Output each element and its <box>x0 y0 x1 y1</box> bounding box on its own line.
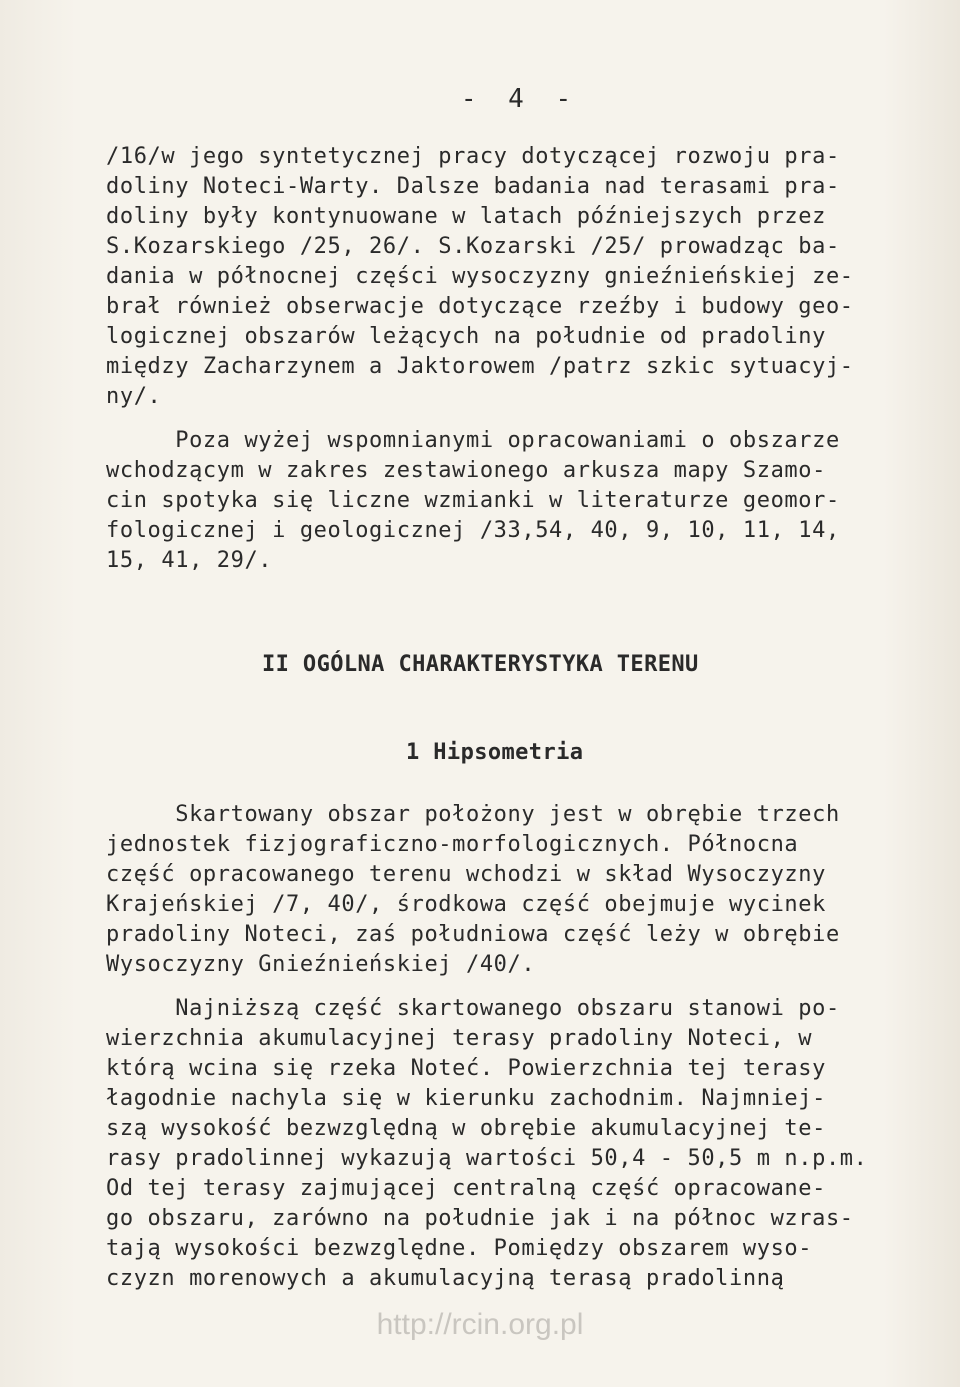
paragraph-1-line: dania w północnej części wysoczyzny gnieźnieńskiej ze- <box>106 264 854 289</box>
paragraph-4-line: Od tej terasy zajmującej centralną część opracowane- <box>106 1176 826 1201</box>
paragraph-1-line: między Zacharzynem a Jaktorowem /patrz szkic sytuacyj- <box>106 354 854 379</box>
paragraph-1-line: brał również obserwacje dotyczące rzeźby i budowy geo- <box>106 294 854 319</box>
paragraph-1-line: /16/w jego syntetycznej pracy dotyczącej rozwoju pra- <box>106 144 840 169</box>
subsection-heading: 1 Hipsometria <box>406 740 584 765</box>
paragraph-2-line: wchodzącym w zakres zestawionego arkusza mapy Szamo- <box>106 458 826 483</box>
paragraph-4-line: go obszaru, zarówno na południe jak i na północ wzras- <box>106 1206 854 1231</box>
watermark: http://rcin.org.pl <box>376 1308 584 1341</box>
paragraph-4-line: wierzchnia akumulacyjnej terasy pradoliny Noteci, w <box>106 1026 813 1051</box>
paragraph-4-line: szą wysokość bezwzględną w obrębie akumulacyjnej te- <box>106 1116 826 1141</box>
paragraph-1-line: S.Kozarskiego /25, 26/. S.Kozarski /25/ prowadząc ba- <box>106 234 840 259</box>
paragraph-2-line: Poza wyżej wspomnianymi opracowaniami o obszarze <box>106 428 840 453</box>
paragraph-3-line: jednostek fizjograficzno-morfologicznych. Północna <box>106 832 799 857</box>
paragraph-3-line: pradoliny Noteci, zaś południowa część leży w obrębie <box>106 922 840 947</box>
section-heading: II OGÓLNA CHARAKTERYSTYKA TERENU <box>262 652 699 677</box>
paragraph-3-line: Skartowany obszar położony jest w obrębie trzech <box>106 802 840 827</box>
paragraph-2-line: 15, 41, 29/. <box>106 548 273 573</box>
page-number: - 4 - <box>460 84 580 114</box>
paragraph-3-line: Krajeńskiej /7, 40/, środkowa część obejmuje wycinek <box>106 892 826 917</box>
paragraph-4-line: tają wysokości bezwzględne. Pomiędzy obszarem wyso- <box>106 1236 813 1261</box>
paragraph-4-line: którą wcina się rzeka Noteć. Powierzchnia tej terasy <box>106 1056 826 1081</box>
paragraph-4-line: czyzn morenowych a akumulacyjną terasą pradolinną <box>106 1266 785 1291</box>
paragraph-1-line: doliny były kontynuowane w latach późniejszych przez <box>106 204 826 229</box>
paragraph-3-line: część opracowanego terenu wchodzi w skład Wysoczyzny <box>106 862 826 887</box>
paragraph-2-line: fologicznej i geologicznej /33,54, 40, 9, 10, 11, 14, <box>106 518 840 543</box>
paragraph-3-line: Wysoczyzny Gnieźnieńskiej /40/. <box>106 952 536 977</box>
paragraph-2-line: cin spotyka się liczne wzmianki w literaturze geomor- <box>106 488 840 513</box>
paragraph-1-line: ny/. <box>106 384 162 409</box>
paragraph-4-line: rasy pradolinnej wykazują wartości 50,4 - 50,5 m n.p.m. <box>106 1146 868 1171</box>
paragraph-4-line: łagodnie nachyla się w kierunku zachodnim. Najmniej- <box>106 1086 826 1111</box>
paragraph-1-line: logicznej obszarów leżących na południe od pradoliny <box>106 324 826 349</box>
paragraph-4-line: Najniższą część skartowanego obszaru stanowi po- <box>106 996 840 1021</box>
paragraph-1-line: doliny Noteci-Warty. Dalsze badania nad terasami pra- <box>106 174 840 199</box>
